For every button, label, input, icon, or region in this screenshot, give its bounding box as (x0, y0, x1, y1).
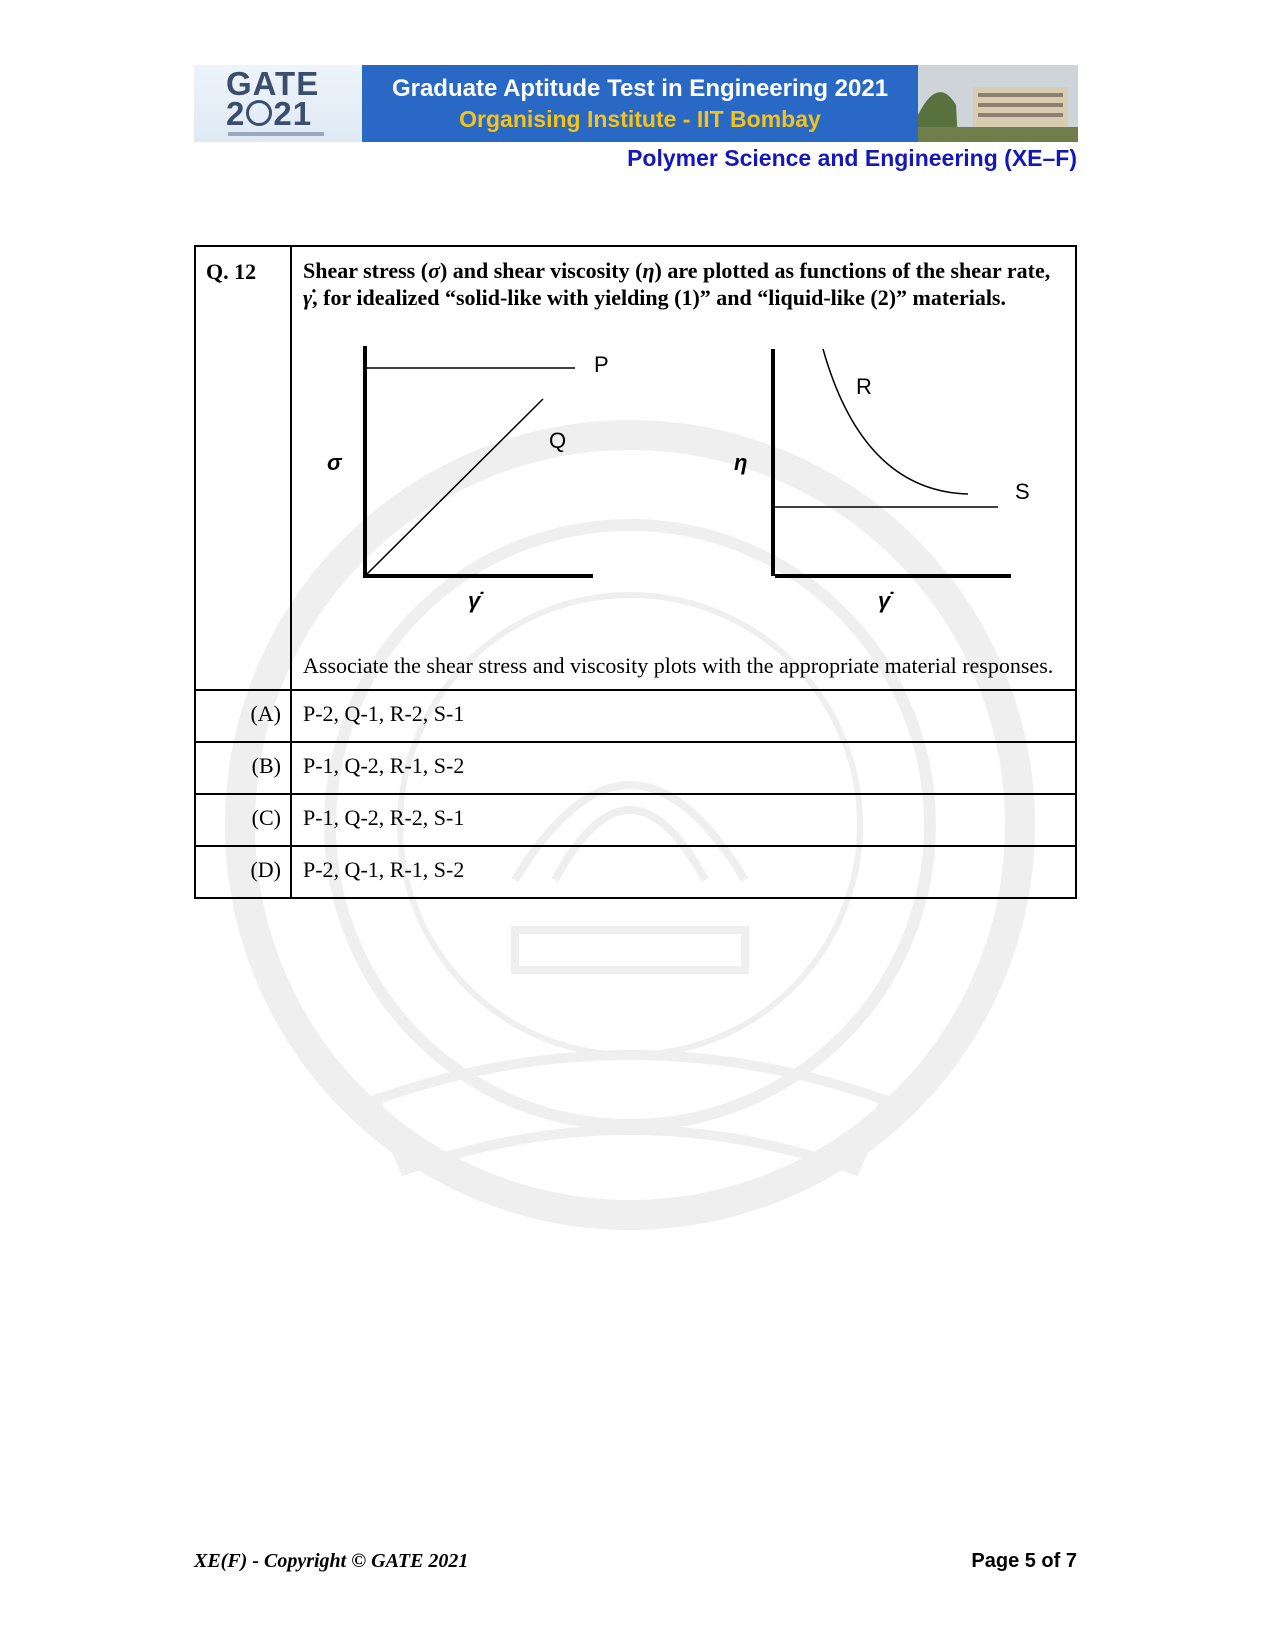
option-c-text[interactable]: P-1, Q-2, R-2, S-1 (291, 794, 1076, 846)
curve-q-label: Q (549, 428, 567, 453)
question-row (195, 246, 1076, 690)
gate-logo (194, 65, 362, 142)
curve-r-line (823, 349, 968, 494)
right-x-axis-label: γ̇ (878, 588, 891, 613)
curve-p-label: P (594, 352, 609, 377)
page-total: 7 (1065, 1550, 1077, 1572)
left-x-axis-label: γ̇ (468, 588, 481, 613)
curve-q-line (365, 399, 543, 576)
option-row-d[interactable] (195, 846, 1076, 898)
header-banner (194, 65, 1078, 142)
option-d-text[interactable]: P-2, Q-1, R-1, S-2 (291, 846, 1076, 898)
question-stem: Shear stress (σ) and shear viscosity (η) are plotted as functions of the shear rate, γ̇, for idealized “solid-like with yielding (1)” and “liquid-like (2)” materials. (303, 258, 1051, 310)
question-figure (303, 311, 1063, 646)
option-row-a[interactable] (195, 690, 1076, 742)
campus-building-image (918, 65, 1078, 142)
option-a-label: (A) (195, 690, 291, 742)
banner-title: Graduate Aptitude Test in Engineering 2021 (391, 74, 889, 102)
page-current: 5 (1024, 1550, 1036, 1572)
right-y-axis-label: η (734, 450, 748, 475)
logo-gate-text: GATE (226, 65, 320, 102)
option-a-text[interactable]: P-2, Q-1, R-2, S-1 (291, 690, 1076, 742)
curve-r-label: R (856, 374, 872, 399)
banner-title-block (362, 65, 918, 142)
option-b-label: (B) (195, 742, 291, 794)
question-table (194, 245, 1077, 899)
option-row-c[interactable] (195, 794, 1076, 846)
footer-copyright: XE(F) - Copyright © GATE 2021 (194, 1550, 469, 1572)
question-number: Q. 12 (195, 246, 291, 690)
option-row-b[interactable] (195, 742, 1076, 794)
banner-subtitle: Organising Institute - IIT Bombay (459, 105, 821, 132)
option-b-text[interactable]: P-1, Q-2, R-1, S-2 (291, 742, 1076, 794)
curve-s-label: S (1015, 479, 1030, 504)
shear-viscosity-plot (734, 349, 1030, 613)
footer-page-number: Page 5 of 7 (971, 1550, 1077, 1572)
question-body (291, 246, 1076, 690)
figure-svg (303, 311, 1063, 646)
option-c-label: (C) (195, 794, 291, 846)
question-instruction: Associate the shear stress and viscosity plots with the appropriate material responses. (303, 653, 1054, 678)
seal-icon (246, 100, 272, 126)
shear-stress-plot (327, 346, 609, 613)
left-y-axis-label: σ (327, 450, 342, 475)
logo-year-text: 2 21 (226, 95, 313, 132)
logo-tagline-bar (228, 132, 324, 136)
subject-title: Polymer Science and Engineering (XE–F) (627, 145, 1077, 171)
option-d-label: (D) (195, 846, 291, 898)
